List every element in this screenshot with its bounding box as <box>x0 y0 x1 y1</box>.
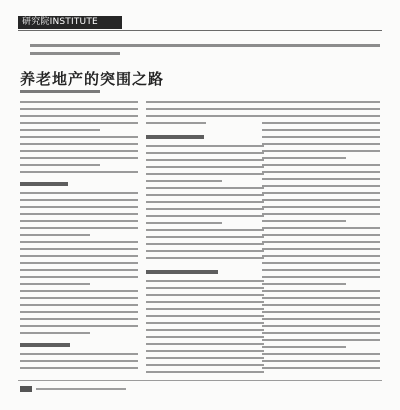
body-text-line <box>20 206 138 208</box>
body-text-line <box>20 150 138 152</box>
header-divider <box>18 30 382 31</box>
body-text-line <box>146 350 264 352</box>
body-text-line <box>262 360 380 362</box>
body-text-line <box>146 159 264 161</box>
body-text-line <box>20 234 90 236</box>
body-text-line <box>20 332 90 334</box>
body-text-line <box>262 234 380 236</box>
section-subhead <box>20 343 70 347</box>
body-text-line <box>146 257 264 259</box>
body-text-line <box>146 236 264 238</box>
body-text-line <box>146 222 222 224</box>
body-text-line <box>262 262 380 264</box>
body-text-line <box>146 229 264 231</box>
body-text-line <box>146 208 264 210</box>
body-text-line <box>146 308 264 310</box>
body-text-line <box>262 213 380 215</box>
body-text-line <box>20 325 138 327</box>
body-text-line <box>20 318 138 320</box>
body-text-line <box>146 322 264 324</box>
body-text-line <box>262 339 380 341</box>
body-text-line <box>20 143 138 145</box>
body-text-line <box>20 122 138 124</box>
body-text-line <box>146 287 264 289</box>
section-header: 研究院INSTITUTE <box>18 16 122 29</box>
body-text-line <box>262 178 380 180</box>
body-text-line <box>146 371 264 373</box>
body-text-line <box>262 129 380 131</box>
body-text-line <box>146 301 264 303</box>
body-text-line <box>262 101 380 103</box>
body-text-line <box>146 145 264 147</box>
page-number <box>20 386 32 392</box>
body-text-line <box>262 108 380 110</box>
body-text-line <box>262 220 346 222</box>
body-text-line <box>262 171 380 173</box>
body-text-line <box>262 136 380 138</box>
body-text-line <box>20 353 138 355</box>
body-text-line <box>262 122 380 124</box>
body-text-line <box>20 220 138 222</box>
body-text-line <box>262 353 380 355</box>
body-text-line <box>146 364 264 366</box>
body-text-line <box>146 152 264 154</box>
body-text-line <box>146 294 264 296</box>
body-text-line <box>146 315 264 317</box>
body-text-line <box>20 101 138 103</box>
body-text-line <box>262 346 346 348</box>
body-text-line <box>146 166 264 168</box>
body-text-line <box>262 290 380 292</box>
body-text-line <box>20 213 138 215</box>
blurb-line <box>30 44 380 47</box>
body-text-line <box>146 280 264 282</box>
body-text-line <box>262 248 380 250</box>
article-title: 养老地产的突围之路 <box>20 70 165 88</box>
body-text-line <box>146 243 264 245</box>
section-subhead <box>146 135 204 139</box>
body-text-line <box>20 297 138 299</box>
body-text-line <box>262 199 380 201</box>
body-text-line <box>20 269 138 271</box>
body-text-line <box>146 250 264 252</box>
body-text-line <box>146 215 264 217</box>
body-text-line <box>20 367 138 369</box>
body-text-line <box>262 227 380 229</box>
footer-running-title <box>36 388 126 390</box>
body-text-line <box>146 336 264 338</box>
body-text-line <box>262 115 380 117</box>
body-text-line <box>20 255 138 257</box>
body-text-line <box>20 171 138 173</box>
body-text-line <box>20 157 138 159</box>
body-text-line <box>262 157 346 159</box>
body-text-line <box>146 343 264 345</box>
body-text-line <box>20 276 138 278</box>
body-text-line <box>146 187 264 189</box>
body-text-line <box>20 129 100 131</box>
section-subhead <box>146 270 218 274</box>
body-text-line <box>146 357 264 359</box>
body-text-line <box>20 164 100 166</box>
body-text-line <box>20 108 138 110</box>
body-text-line <box>20 248 138 250</box>
body-text-line <box>20 241 138 243</box>
body-text-line <box>20 227 138 229</box>
body-text-line <box>146 173 264 175</box>
body-text-line <box>20 136 138 138</box>
body-text-line <box>262 206 380 208</box>
body-text-line <box>262 241 380 243</box>
body-text-line <box>262 311 380 313</box>
body-text-line <box>262 269 380 271</box>
body-text-line <box>20 360 138 362</box>
section-subhead <box>20 182 68 186</box>
body-text-line <box>146 180 222 182</box>
body-text-line <box>262 150 380 152</box>
body-text-line <box>20 192 138 194</box>
blurb-line <box>30 52 120 55</box>
body-text-line <box>20 262 138 264</box>
body-text-line <box>262 318 380 320</box>
body-text-line <box>262 332 380 334</box>
body-text-line <box>20 115 138 117</box>
body-text-line <box>20 199 138 201</box>
body-text-line <box>20 290 138 292</box>
body-text-line <box>262 143 380 145</box>
body-text-line <box>262 325 380 327</box>
body-text-line <box>262 255 380 257</box>
body-text-line <box>262 283 346 285</box>
body-text-line <box>146 201 264 203</box>
body-text-line <box>262 164 380 166</box>
body-text-line <box>146 115 264 117</box>
body-text-line <box>146 194 264 196</box>
body-text-line <box>20 304 138 306</box>
body-text-line <box>262 297 380 299</box>
footer-divider <box>18 380 382 381</box>
body-text-line <box>20 283 90 285</box>
body-text-line <box>262 276 380 278</box>
body-text-line <box>146 108 264 110</box>
body-text-line <box>146 101 264 103</box>
body-text-line <box>20 311 138 313</box>
body-text-line <box>146 122 206 124</box>
body-text-line <box>262 304 380 306</box>
body-text-line <box>146 329 264 331</box>
body-text-line <box>262 185 380 187</box>
body-text-line <box>262 192 380 194</box>
body-text-line <box>262 367 380 369</box>
byline-line <box>20 90 100 93</box>
